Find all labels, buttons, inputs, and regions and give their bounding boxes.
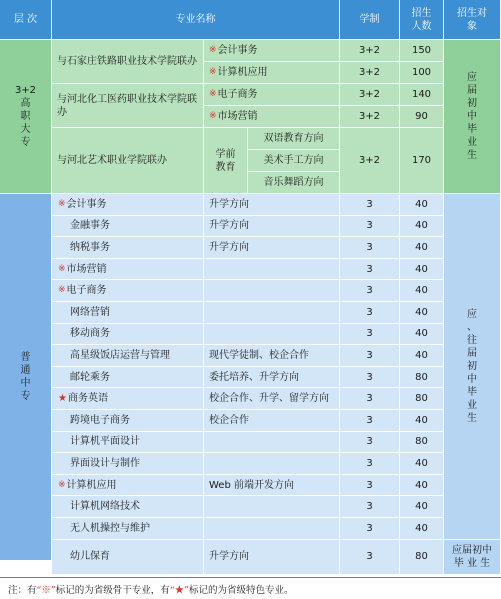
enroll-cell: 170	[400, 128, 444, 194]
major-cell	[52, 194, 204, 216]
vertical-char: 毕	[467, 124, 477, 135]
major-cell	[204, 40, 340, 62]
duration-cell: 3	[340, 237, 400, 259]
featured-major-mark: “★”	[169, 585, 189, 596]
duration-cell: 3+2	[340, 40, 400, 62]
major-cell	[52, 367, 204, 389]
header-major: 专业名称	[52, 0, 340, 40]
footnote-prefix: 注：有	[8, 585, 37, 596]
featured-star-icon: ★	[58, 393, 67, 405]
direction-cell: 校企合作、升学、留学方向	[204, 388, 340, 410]
enroll-cell: 40	[400, 496, 444, 518]
enroll-cell: 40	[400, 410, 444, 432]
direction-cell	[204, 259, 340, 281]
target-cell-last	[444, 540, 501, 576]
key-major-mark-icon: ※	[58, 263, 66, 274]
header-target: 招生对象	[444, 0, 501, 40]
major-cell	[204, 84, 340, 106]
major-name: 会计事务	[66, 198, 107, 210]
vertical-char: 应	[467, 308, 477, 320]
enroll-cell: 40	[400, 475, 444, 497]
vertical-char: 届	[467, 85, 477, 96]
enroll-cell: 140	[400, 84, 444, 106]
major-cell	[52, 259, 204, 281]
vertical-char: 往	[467, 334, 477, 346]
direction-cell: 升学方向	[204, 194, 340, 216]
enroll-cell: 40	[400, 216, 444, 238]
vertical-char: 中	[467, 111, 477, 122]
vertical-char: 毕	[467, 386, 477, 398]
major-cell	[52, 410, 204, 432]
major-name: 计算机应用	[66, 479, 117, 491]
enroll-cell: 90	[400, 106, 444, 128]
direction-cell	[204, 496, 340, 518]
vertical-char: 专	[20, 391, 31, 403]
vertical-char: 初	[467, 360, 477, 372]
major-name: 界面设计与制作	[70, 457, 140, 469]
major-name: 网络营销	[70, 306, 110, 318]
direction-cell: 现代学徒制、校企合作	[204, 345, 340, 367]
level-cell-higher-vocational	[0, 40, 52, 194]
partner-college: 与河北艺术职业学院联办	[52, 128, 204, 194]
major-cell	[52, 540, 204, 576]
vertical-char: 生	[467, 412, 477, 424]
major-name: 计算机应用	[217, 67, 268, 78]
preschool-direction: 双语教育方向	[248, 128, 340, 150]
enroll-cell: 40	[400, 259, 444, 281]
vertical-char: 应届初中	[452, 544, 492, 556]
duration-cell: 3	[340, 432, 400, 454]
vertical-char: 、	[467, 321, 477, 333]
major-name: 计算机网络技术	[70, 501, 140, 513]
enroll-cell: 40	[400, 280, 444, 302]
vertical-char: 大	[20, 124, 31, 135]
key-major-mark-icon: ※	[58, 198, 66, 209]
major-name: 计算机平面设计	[70, 436, 140, 448]
header-enroll: 招生人数	[400, 0, 444, 40]
duration-cell: 3	[340, 496, 400, 518]
duration-cell: 3	[340, 453, 400, 475]
enroll-cell: 80	[400, 367, 444, 389]
header-level: 层 次	[0, 0, 52, 40]
enroll-cell: 150	[400, 40, 444, 62]
duration-cell: 3	[340, 410, 400, 432]
enroll-cell: 40	[400, 302, 444, 324]
enroll-cell: 40	[400, 194, 444, 216]
header-duration: 学制	[340, 0, 400, 40]
major-cell	[52, 324, 204, 346]
direction-cell: 委托培养、升学方向	[204, 367, 340, 389]
preschool-direction: 美术手工方向	[248, 150, 340, 172]
direction-cell	[204, 280, 340, 302]
duration-cell: 3+2	[340, 62, 400, 84]
direction-cell	[204, 432, 340, 454]
major-name: 跨境电子商务	[70, 414, 130, 426]
enroll-cell: 100	[400, 62, 444, 84]
vertical-char: 通	[20, 365, 31, 377]
direction-cell: 校企合作	[204, 410, 340, 432]
major-name: 无人机操控与维护	[70, 522, 150, 534]
preschool-direction: 音乐舞蹈方向	[248, 172, 340, 194]
major-name: 邮轮乘务	[70, 371, 110, 383]
duration-cell: 3	[340, 216, 400, 238]
major-cell	[52, 302, 204, 324]
duration-cell: 3	[340, 388, 400, 410]
enroll-cell: 40	[400, 518, 444, 540]
preschool-label	[204, 128, 248, 194]
duration-cell: 3	[340, 475, 400, 497]
table-bottom-line	[0, 577, 501, 578]
vertical-char: 业	[467, 137, 477, 148]
major-name: 纳税事务	[70, 241, 110, 253]
duration-cell: 3+2	[340, 106, 400, 128]
direction-cell: 升学方向	[204, 237, 340, 259]
key-major-mark-icon: ※	[58, 479, 66, 490]
duration-cell: 3	[340, 194, 400, 216]
major-name: 商务英语	[67, 393, 108, 405]
duration-cell: 3+2	[340, 128, 400, 194]
vertical-char: 高	[20, 98, 31, 109]
target-cell-section1	[444, 40, 501, 194]
major-name: 金融事务	[70, 220, 110, 232]
major-cell	[52, 496, 204, 518]
major-cell	[52, 432, 204, 454]
vertical-char: 3+2	[14, 85, 37, 96]
vertical-char: 初	[467, 98, 477, 109]
major-cell	[52, 388, 204, 410]
major-name: 高星级饭店运营与管理	[70, 349, 170, 361]
key-major-mark: “※”	[36, 585, 56, 596]
duration-cell: 3	[340, 280, 400, 302]
vertical-char: 届	[467, 347, 477, 359]
key-major-mark-icon: ※	[209, 45, 217, 55]
enroll-cell: 40	[400, 324, 444, 346]
vertical-char: 毕 业 生	[453, 557, 491, 569]
enroll-cell: 40	[400, 237, 444, 259]
duration-cell: 3	[340, 302, 400, 324]
enroll-cell: 40	[400, 453, 444, 475]
enroll-cell: 40	[400, 345, 444, 367]
duration-cell: 3	[340, 540, 400, 576]
duration-cell: 3+2	[340, 84, 400, 106]
major-cell	[204, 106, 340, 128]
major-name: 会计事务	[217, 45, 258, 56]
duration-cell: 3	[340, 259, 400, 281]
major-cell	[52, 237, 204, 259]
footnote-text-2: 标记的为省级特色专业。	[188, 585, 294, 596]
key-major-mark-icon: ※	[209, 89, 217, 99]
duration-cell: 3	[340, 324, 400, 346]
major-name: 市场营销	[66, 263, 107, 275]
direction-cell	[204, 518, 340, 540]
direction-cell: 升学方向	[204, 216, 340, 238]
major-name: 电子商务	[66, 285, 107, 297]
major-name: 市场营销	[217, 111, 258, 122]
major-cell	[52, 453, 204, 475]
duration-cell: 3	[340, 367, 400, 389]
key-major-mark-icon: ※	[209, 67, 217, 77]
vertical-char: 职	[20, 111, 31, 122]
key-major-mark-icon: ※	[58, 285, 66, 296]
enroll-cell: 80	[400, 540, 444, 576]
duration-cell: 3	[340, 345, 400, 367]
vertical-char: 生	[467, 150, 477, 161]
enroll-cell: 80	[400, 432, 444, 454]
major-cell	[52, 475, 204, 497]
footnote-text-1: 标记的为省级骨干专业，有	[55, 585, 170, 596]
duration-cell: 3	[340, 518, 400, 540]
direction-cell	[204, 324, 340, 346]
major-cell	[204, 62, 340, 84]
major-cell	[52, 345, 204, 367]
footnote	[8, 582, 293, 596]
vertical-char: 普	[20, 352, 31, 364]
partner-college: 与石家庄铁路职业技术学院联办	[52, 40, 204, 84]
key-major-mark-icon: ※	[209, 111, 217, 121]
vertical-char: 业	[467, 399, 477, 411]
vertical-char: 中	[467, 373, 477, 385]
enroll-cell: 80	[400, 388, 444, 410]
major-cell	[52, 518, 204, 540]
direction-cell: 升学方向	[204, 540, 340, 576]
target-cell-section2	[444, 194, 501, 540]
vertical-char: 应	[467, 72, 477, 83]
vertical-char: 学前	[215, 148, 236, 160]
vertical-char: 教育	[215, 161, 236, 173]
partner-college: 与河北化工医药职业技术学院联办	[52, 84, 204, 128]
major-cell	[52, 280, 204, 302]
direction-cell	[204, 453, 340, 475]
vertical-char: 专	[20, 137, 31, 148]
major-name: 电子商务	[217, 89, 258, 100]
major-cell	[52, 216, 204, 238]
major-name: 移动商务	[70, 328, 110, 340]
direction-cell	[204, 302, 340, 324]
major-name: 幼儿保育	[70, 551, 110, 563]
level-cell-secondary	[0, 194, 52, 561]
vertical-char: 中	[20, 378, 31, 390]
direction-cell: Web 前端开发方向	[204, 475, 340, 497]
